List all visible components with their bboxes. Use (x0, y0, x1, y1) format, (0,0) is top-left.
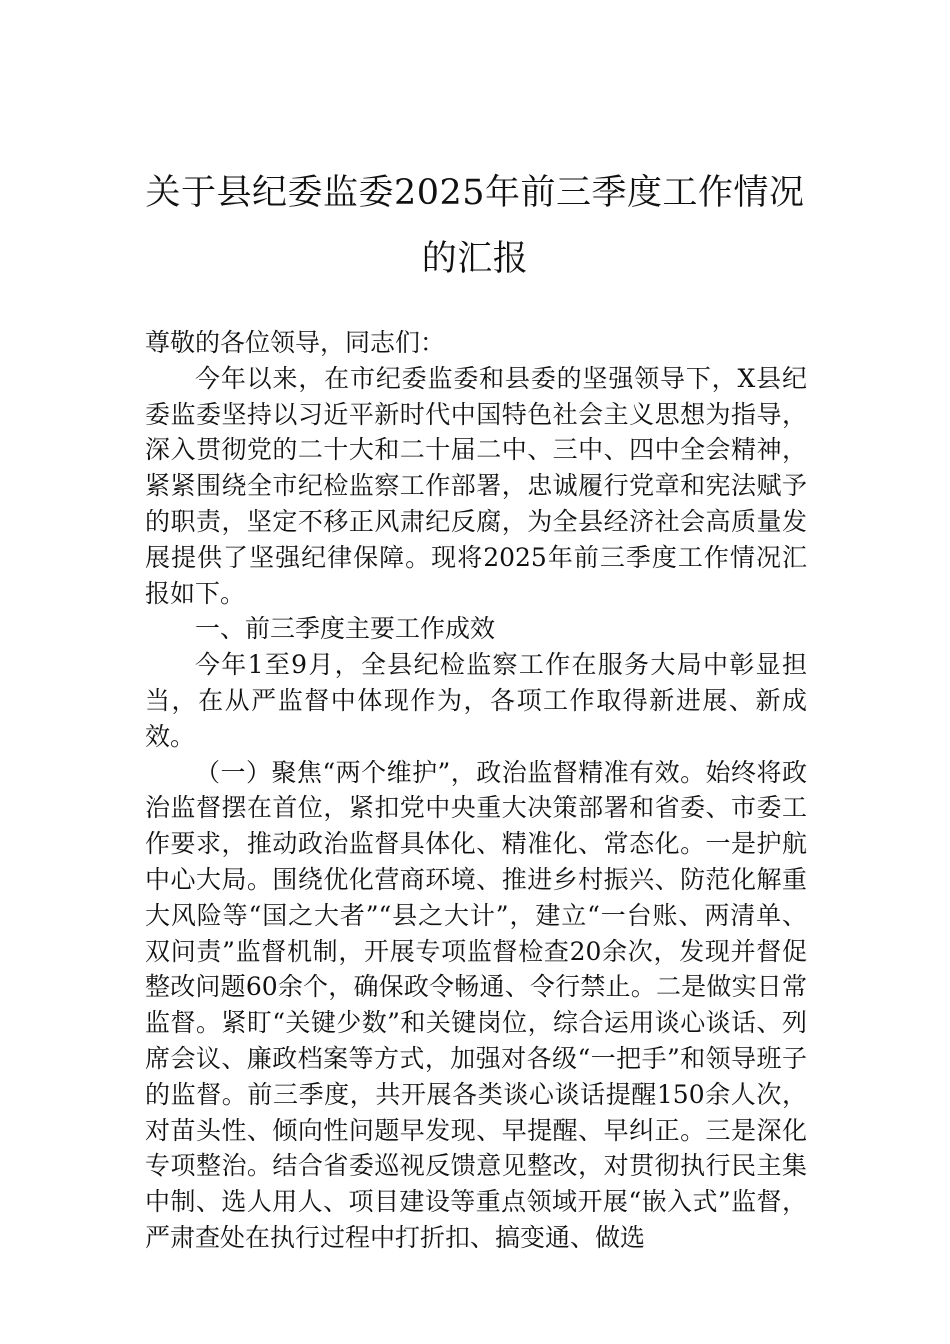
salutation: 尊敬的各位领导，同志们： (145, 328, 446, 357)
paragraph-political-supervision: （一）聚焦“两个维护”，政治监督精准有效。始终将政治监督摆在首位，紧扣党中央重大决策部署和省委、市委工作要求，推动政治监督具体化、精准化、常态化。一是护航中心大局。围绕优化营商环境、推进乡村振兴、防范化解重大风险等“国之大者”“县之大计”，建立“一台账、两清单、双问责”监督机制，开展专项监督检查20余次，发现并督促整改问题60余个，确保政令畅通、令行禁止。二是做实日常监督。紧盯“关键少数”和关键岗位，综合运用谈心谈话、列席会议、廉政档案等方式，加强对各级“一把手”和领导班子的监督。前三季度，共开展各类谈心谈话提醒150余人次，对苗头性、倾向性问题早发现、早提醒、早纠正。三是深化专项整治。结合省委巡视反馈意见整改，对贯彻执行民主集中制、选人用人、项目建设等重点领域开展“嵌入式”监督，严肃查处在执行过程中打折扣、搞变通、做选 (145, 757, 807, 1252)
title-line-1: 关于县纪委监委2025年前三季度工作情况 (145, 173, 805, 213)
document-title (100, 160, 850, 292)
title-line-2: 的汇报 (421, 239, 529, 279)
paragraph-overview: 今年1至9月，全县纪检监察工作在服务大局中彰显担当，在从严监督中体现作为，各项工作取得新进展、新成效。 (145, 650, 807, 751)
section-heading-1: 一、前三季度主要工作成效 (195, 614, 496, 644)
paragraph-intro: 今年以来，在市纪委监委和县委的坚强领导下，X县纪委监委坚持以习近平新时代中国特色社会主义思想为指导，深入贯彻党的二十大和二十届二中、三中、四中全会精神，紧紧围绕全市纪检监察工作部署，忠诚履行党章和宪法赋予的职责，坚定不移正风肃纪反腐，为全县经济社会高质量发展提供了坚强纪律保障。现将2025年前三季度工作情况汇报如下。 (145, 363, 807, 608)
document-body (145, 325, 807, 1256)
